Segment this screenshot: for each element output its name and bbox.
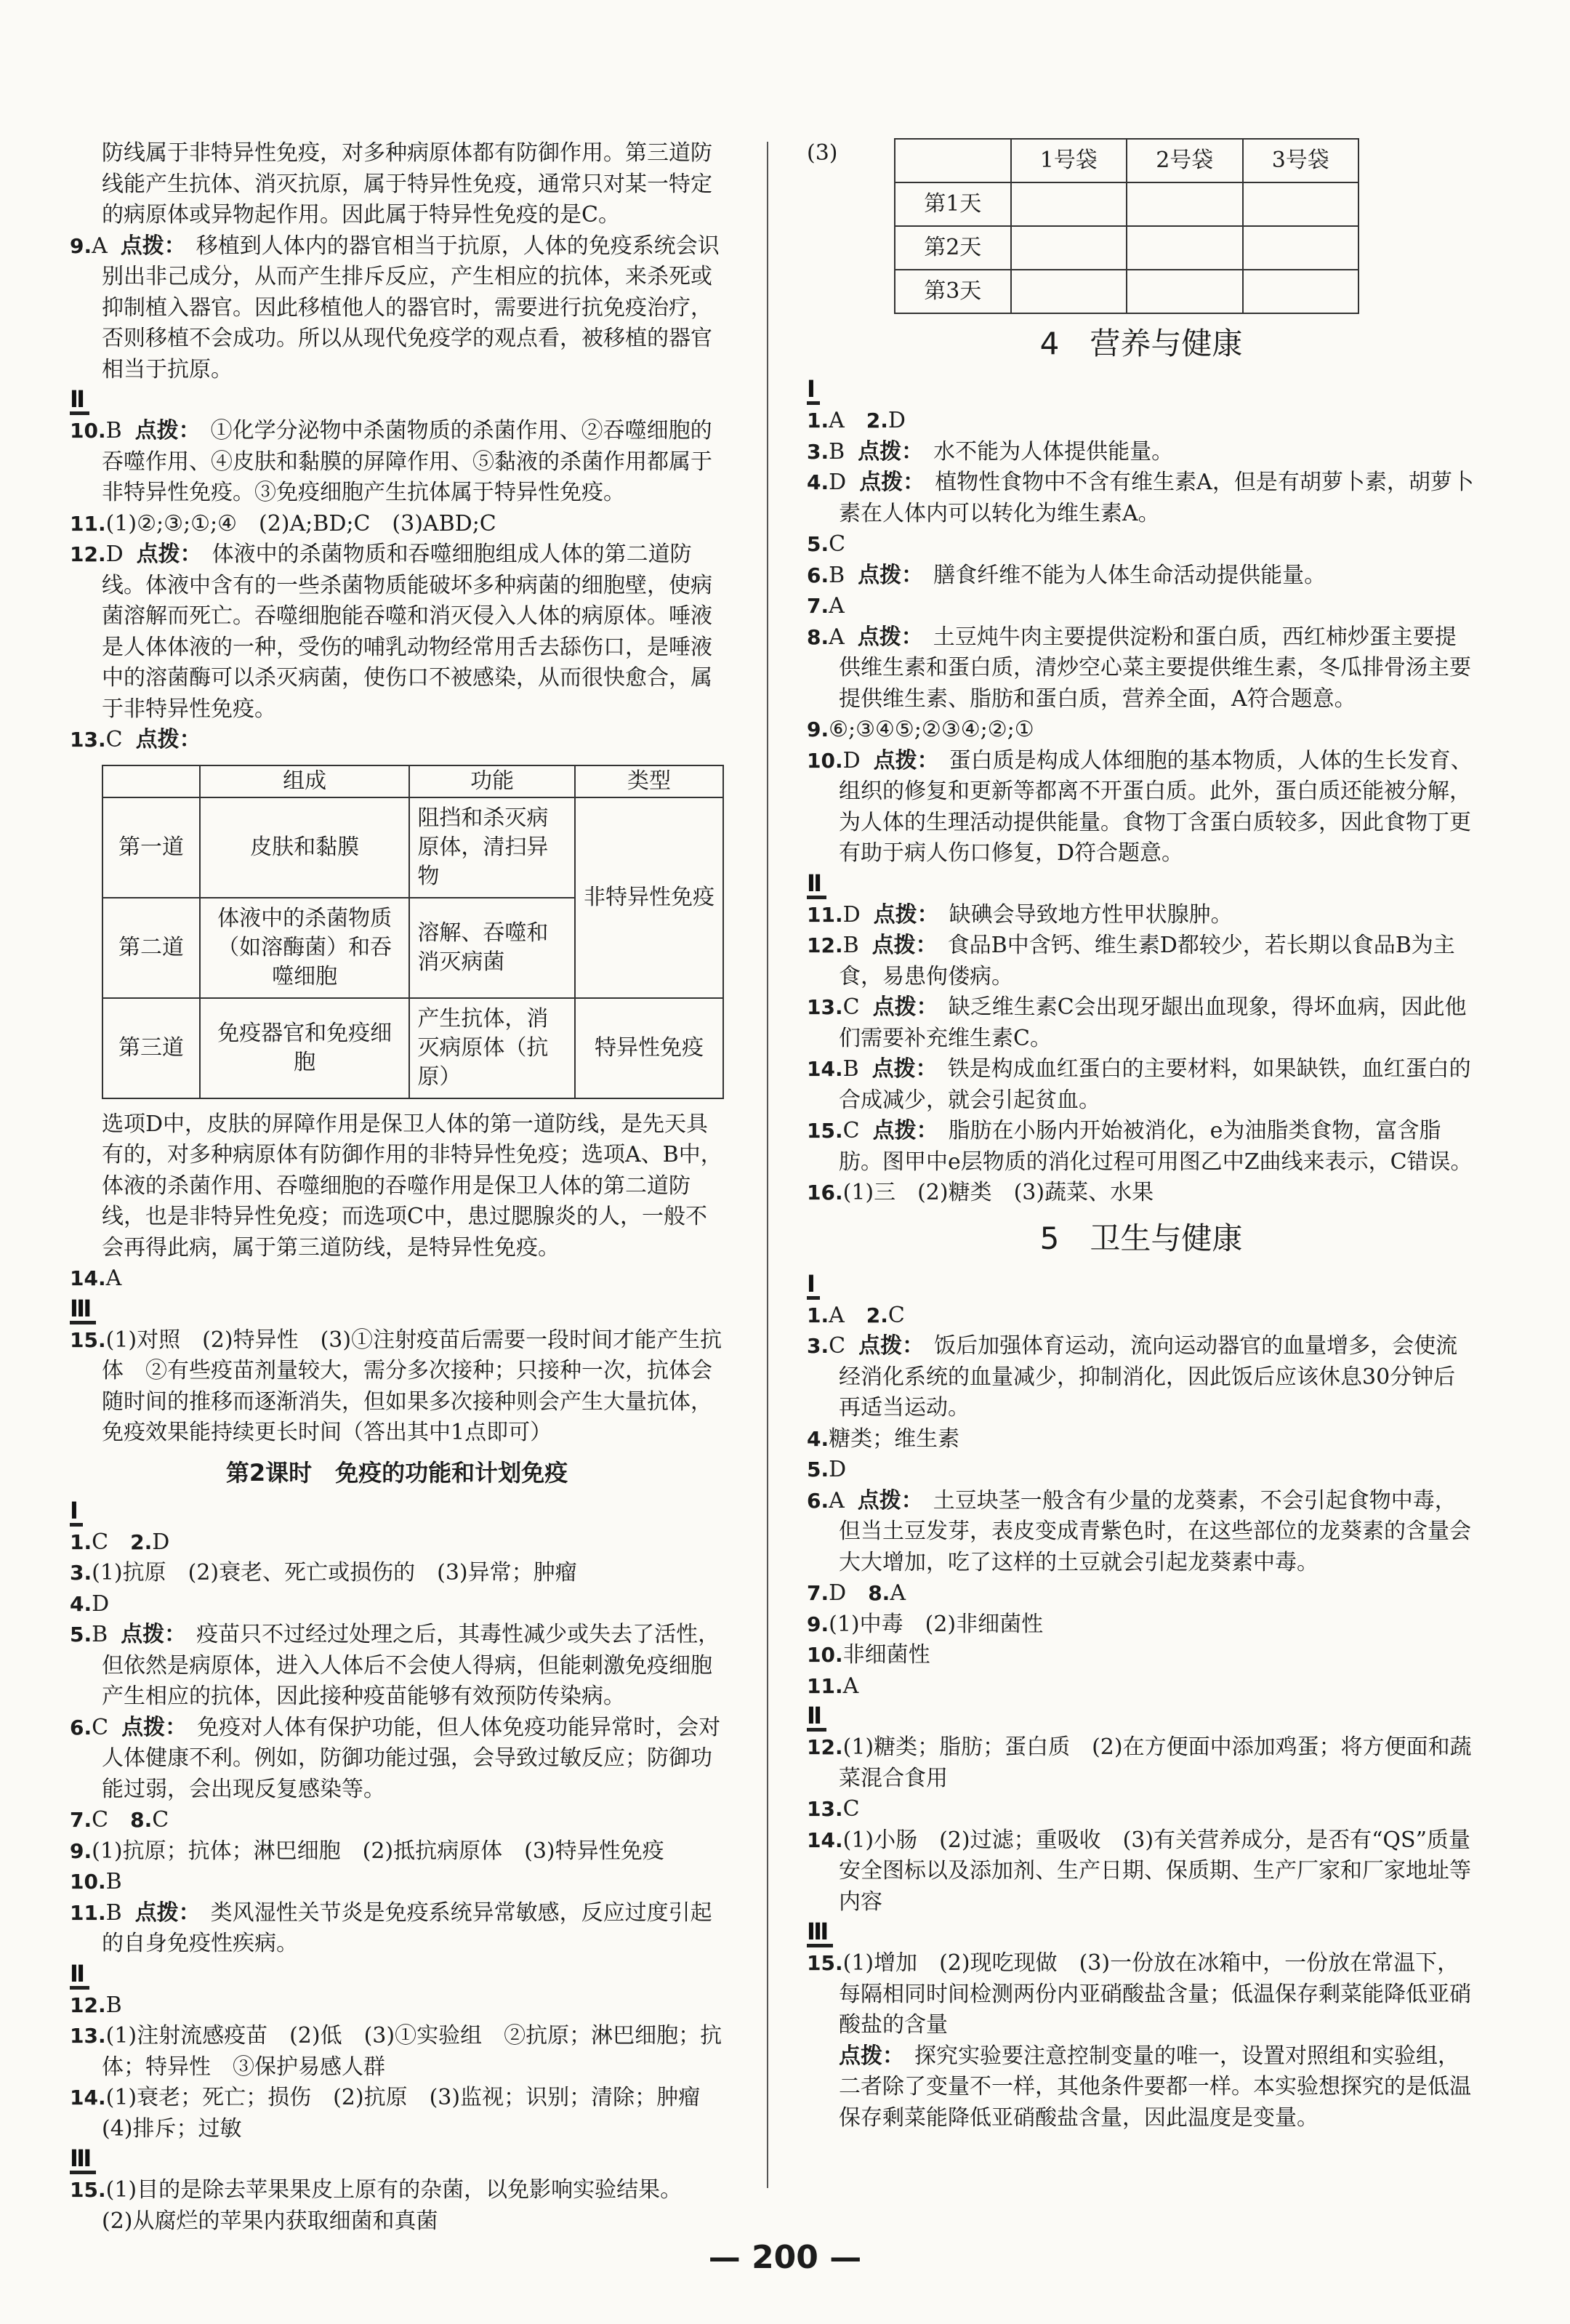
table-header: 类型	[575, 765, 723, 797]
answer-11: 11.B 点拨： 类风湿性关节炎是免疫系统异常敏感，反应过度引起的自身免疫性疾病。	[70, 1899, 712, 1956]
answer-16: 16.(1)三 (2)糖类 (3)蔬菜、水果	[807, 1180, 1154, 1205]
answer-4: 4.D 点拨： 植物性食物中不含有维生素A，但是有胡萝卜素，胡萝卜素在人体内可以转化为维生素A。	[807, 470, 1474, 526]
table-cell: 产生抗体，消灭病原体（抗原）	[409, 998, 575, 1098]
page-number: — 200 —	[708, 2239, 862, 2276]
answer-13: 13.C	[807, 1796, 860, 1822]
level-2-icon: Ⅱ	[70, 385, 724, 416]
defense-lines-table	[102, 765, 724, 1099]
lesson-title: 第2课时 免疫的功能和计划免疫	[225, 1458, 568, 1487]
answer-9: 9.A 点拨： 移植到人体内的器官相当于抗原，人体的免疫系统会识别出非己成分，从而产生排斥反应，产生相应的抗体，来杀死或抑制植入器官。因此移植他人的器官时，需要进行抗免疫治疗，否则移植不会成功。所以从现代免疫学的观点看，被移植的器官相当于抗原。	[70, 233, 720, 382]
answer-4: 4.糖类；维生素	[807, 1426, 960, 1452]
left-column	[70, 138, 724, 2237]
answer-8: 8.A 点拨： 土豆炖牛肉主要提供淀粉和蛋白质，西红柿炒蛋主要提供维生素和蛋白质，清炒空心菜主要提供维生素，冬瓜排骨汤主要提供维生素、脂肪和蛋白质，营养全面，A符合题意。	[807, 624, 1471, 712]
table-cell: 体液中的杀菌物质（如溶酶菌）和吞噬细胞	[200, 898, 409, 998]
table-cell: 皮肤和黏膜	[200, 797, 409, 898]
answer-6: 6.B 点拨： 膳食纤维不能为人体生命活动提供能量。	[807, 562, 1327, 588]
answer-13: 13.(1)注射流感疫苗 (2)低 (3)①实验组 ②抗原；淋巴细胞；抗体；特异性 ③保护易感人群	[70, 2023, 722, 2080]
answer-continuation: 防线属于非特异性免疫，对多种病原体都有防御作用。第三道防线能产生抗体、消灭抗原，属于特异性免疫，通常只对某一特定的病原体或异物起作用。因此属于特异性免疫的是C。	[102, 140, 712, 228]
answer-5: 5.D	[807, 1457, 847, 1482]
table-cell: 免疫器官和免疫细胞	[200, 998, 409, 1098]
answer-14: 14.B 点拨： 铁是构成血红蛋白的主要材料，如果缺铁，血红蛋白的合成减少，就会引起贫血。	[807, 1056, 1471, 1113]
answer-13-explanation: 选项D中，皮肤的屏障作用是保卫人体的第一道防线，是先天具有的，对多种病原体有防御作用的非特异性免疫；选项A、B中，体液的杀菌作用、吞噬细胞的吞噬作用是保卫人体的第二道防线，也是非特异性免疫；而选项C中，患过腮腺炎的人，一般不会再得此病，属于第三道防线，是特异性免疫。	[102, 1111, 722, 1260]
table-cell: 第二道	[102, 898, 200, 998]
answer-9: 9.(1)抗原；抗体；淋巴细胞 (2)抵抗病原体 (3)特异性免疫	[70, 1838, 664, 1864]
answer-13: 13.C 点拨： 缺乏维生素C会出现牙龈出血现象，得坏血病，因此他们需要补充维生素C。	[807, 994, 1467, 1051]
table-cell: 非特异性免疫	[575, 797, 723, 998]
level-3-icon: Ⅲ	[807, 1918, 1476, 1948]
column-divider	[767, 142, 768, 2188]
answer-12: 12.B	[70, 1992, 122, 2018]
level-1-icon: Ⅰ	[807, 1270, 1476, 1300]
answer-14: 14.A	[70, 1266, 122, 1291]
answer-15: 15.C 点拨： 脂肪在小肠内开始被消化，e为油脂类食物，富含脂肪。图甲中e层物质的消化过程可用图乙中Z曲线来表示，C错误。	[807, 1118, 1473, 1175]
table-header: 组成	[200, 765, 409, 797]
level-3-icon: Ⅲ	[70, 1295, 724, 1325]
answer-12: 12.B 点拨： 食品B中含钙、维生素D都较少，若长期以食品B为主食，易患佝偻病。	[807, 933, 1455, 989]
answer-7: 7.A	[807, 593, 845, 619]
answer-10: 10.B	[70, 1869, 122, 1894]
bag-record-table	[894, 138, 1359, 314]
table-header: 2号袋	[1127, 139, 1243, 182]
answer-14: 14.(1)小肠 (2)过滤；重吸收 (3)有关营养成分，是否有“QS”质量安全图标以及添加剂、生产日期、保质期、生产厂家和厂家地址等内容	[807, 1827, 1471, 1915]
answer-label: (3)	[807, 140, 838, 166]
table-cell: 溶解、吞噬和消灭病菌	[409, 898, 575, 998]
table-cell: 第3天	[895, 270, 1011, 313]
table-cell: 阻挡和杀灭病原体，清扫异物	[409, 797, 575, 898]
level-3-icon: Ⅲ	[70, 2144, 724, 2175]
table-header: 1号袋	[1011, 139, 1127, 182]
level-1-icon: Ⅰ	[807, 375, 1476, 406]
table-header: 3号袋	[1243, 139, 1359, 182]
answer-15-hint: 点拨： 探究实验要注意控制变量的唯一，设置对照组和实验组，二者除了变量不一样，其他条件要都一样。本实验想探究的是低温保存剩菜能降低亚硝酸盐含量，因此温度是变量。	[839, 2043, 1471, 2131]
level-2-icon: Ⅱ	[807, 869, 1476, 900]
answer-7-8: 7.C 8.C	[70, 1807, 169, 1833]
answer-9: 9.(1)中毒 (2)非细菌性	[807, 1611, 1044, 1637]
answer-6: 6.A 点拨： 土豆块茎一般含有少量的龙葵素，不会引起食物中毒，但当土豆发芽，表皮变成青紫色时，在这些部位的龙葵素的含量会大大增加，吃了这样的土豆就会引起龙葵素中毒。	[807, 1487, 1471, 1575]
answer-3: 3.C 点拨： 饭后加强体育运动，流向运动器官的血量增多，会使流经消化系统的血量减少，抑制消化，因此饭后应该休息30分钟后再适当运动。	[807, 1333, 1458, 1420]
answer-13: 13.C 点拨：	[70, 727, 201, 752]
level-2-icon: Ⅱ	[807, 1702, 1476, 1732]
answer-3: 3.B 点拨： 水不能为人体提供能量。	[807, 438, 1174, 465]
answer-5: 5.B 点拨： 疫苗只不过经过处理之后，其毒性减少或失去了活性，但依然是病原体，进入人体后不会使人得病，但能刺激免疫细胞产生相应的抗体，因此接种疫苗能够有效预防传染病。	[70, 1622, 720, 1709]
answer-14: 14.(1)衰老；死亡；损伤 (2)抗原 (3)监视；识别；清除；肿瘤 (4)排斥；过敏	[70, 2085, 722, 2142]
level-1-icon: Ⅰ	[70, 1497, 724, 1527]
section-title: 5 卫生与健康	[1039, 1220, 1243, 1256]
table-cell: 第一道	[102, 797, 200, 898]
answer-3-table-block	[807, 138, 1476, 314]
table-header: 功能	[409, 765, 575, 797]
table-cell: 第1天	[895, 182, 1011, 226]
answer-11: 11.A	[807, 1673, 859, 1699]
answer-1-2: 1.C 2.D	[70, 1529, 170, 1555]
answer-10: 10.D 点拨： 蛋白质是构成人体细胞的基本物质，人体的生长发育、组织的修复和更新等都离不开蛋白质。此外，蛋白质还能被分解，为人体的生理活动提供能量。食物丁含蛋白质较多，因此食物丁更有助于病人伤口修复，D符合题意。	[807, 747, 1473, 866]
answer-7-8: 7.D 8.A	[807, 1580, 906, 1606]
answer-15: 15.(1)对照 (2)特异性 (3)①注射疫苗后需要一段时间才能产生抗体 ②有些疫苗剂量较大，需分多次接种；只接种一次，抗体会随时间的推移而逐渐消失，但如果多次接种则会产生大量抗体，免疫效果能持续更长时间（答出其中1点即可）	[70, 1327, 722, 1445]
answer-10: 10.非细菌性	[807, 1642, 930, 1668]
answer-9: 9.⑥;③④⑤;②③④;②;①	[807, 717, 1034, 742]
answer-5: 5.C	[807, 531, 846, 557]
table-cell: 特异性免疫	[575, 998, 723, 1098]
answer-15-part2: (2)从腐烂的苹果内获取细菌和真菌	[102, 2208, 438, 2234]
level-2-icon: Ⅱ	[70, 1960, 724, 1990]
answer-1-2: 1.A 2.D	[807, 408, 906, 433]
answer-4: 4.D	[70, 1591, 110, 1617]
answer-12: 12.(1)糖类；脂肪；蛋白质 (2)在方便面中添加鸡蛋；将方便面和蔬菜混合食用	[807, 1734, 1472, 1791]
right-column	[807, 138, 1476, 2134]
answer-6: 6.C 点拨： 免疫对人体有保护功能，但人体免疫功能异常时，会对人体健康不利。例如，防御功能过强，会导致过敏反应；防御功能过弱，会出现反复感染等。	[70, 1714, 721, 1802]
answer-11: 11.(1)②;③;①;④ (2)A;BD;C (3)ABD;C	[70, 510, 496, 536]
answer-1-2: 1.A 2.C	[807, 1302, 905, 1328]
section-title: 4 营养与健康	[1039, 326, 1243, 361]
answer-15: 15.(1)目的是除去苹果果皮上原有的杂菌，以免影响实验结果。	[70, 2177, 683, 2203]
answer-15: 15.(1)增加 (2)现吃现做 (3)一份放在冰箱中，一份放在常温下，每隔相同时间检测两份内亚硝酸盐含量；低温保存剩菜能降低亚硝酸盐的含量	[807, 1950, 1471, 2038]
answer-3: 3.(1)抗原 (2)衰老、死亡或损伤的 (3)异常；肿瘤	[70, 1560, 577, 1585]
table-cell: 第2天	[895, 226, 1011, 270]
table-cell: 第三道	[102, 998, 200, 1098]
answer-10: 10.B 点拨： ①化学分泌物中杀菌物质的杀菌作用、②吞噬细胞的吞噬作用、④皮肤和黏膜的屏障作用、⑤黏液的杀菌作用都属于非特异性免疫。③免疫细胞产生抗体属于特异性免疫。	[70, 418, 712, 505]
answer-11: 11.D 点拨： 缺碘会导致地方性甲状腺肿。	[807, 901, 1233, 928]
answer-12: 12.D 点拨： 体液中的杀菌物质和吞噬细胞组成人体的第二道防线。体液中含有的一些杀菌物质能破坏多种病菌的细胞壁，使病菌溶解而死亡。吞噬细胞能吞噬和消灭侵入人体的病原体。唾液是人体体液的一种，受伤的哺乳动物经常用舌去舔伤口，是唾液中的溶菌酶可以杀灭病菌，使伤口不被感染，从而很快愈合，属于非特异性免疫。	[70, 542, 712, 722]
